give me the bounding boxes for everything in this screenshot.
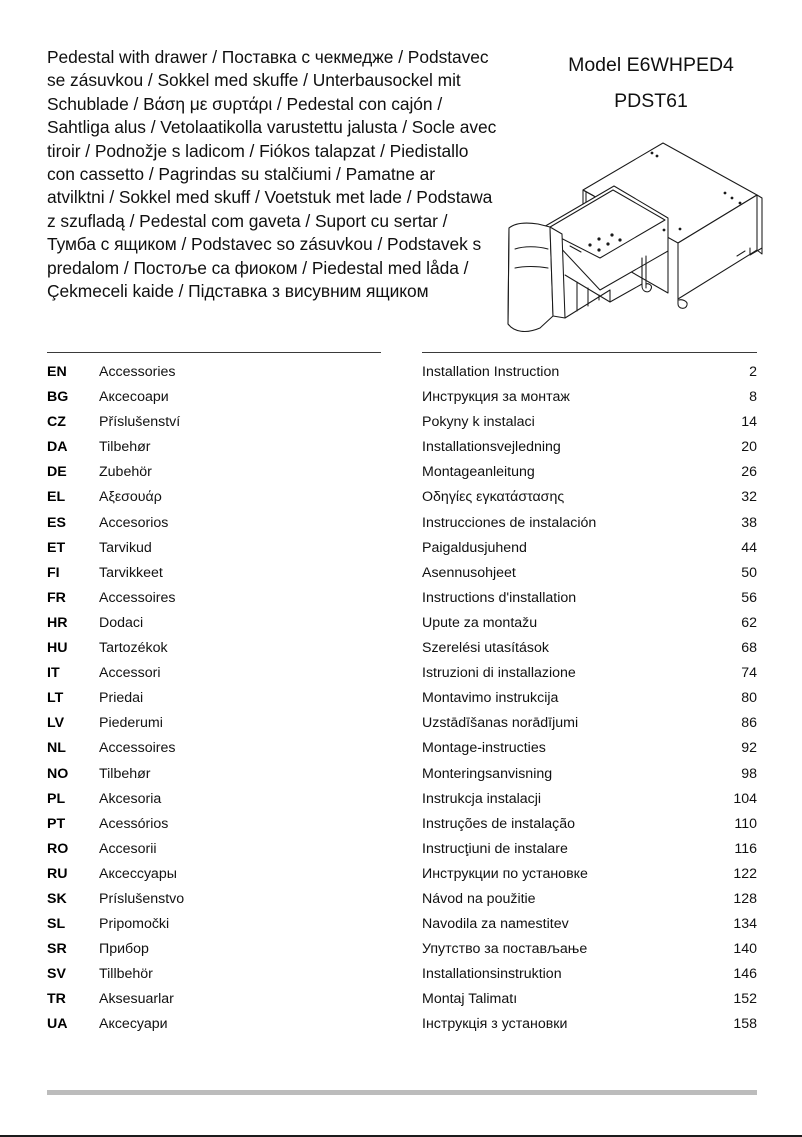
page-number: 56 bbox=[741, 589, 757, 606]
table-row bbox=[0, 588, 802, 613]
table-row bbox=[0, 638, 802, 663]
language-code: PT bbox=[47, 815, 66, 832]
table-row bbox=[0, 437, 802, 462]
accessories-label: Priedai bbox=[99, 690, 144, 707]
page-number: 110 bbox=[734, 815, 757, 832]
language-code: TR bbox=[47, 991, 66, 1008]
table-row bbox=[0, 362, 802, 387]
accessories-label: Aksesuarlar bbox=[99, 991, 174, 1008]
accessories-label: Príslušenstvo bbox=[99, 890, 185, 907]
accessories-label: Příslušenství bbox=[99, 414, 181, 431]
accessories-label: Аксессуары bbox=[99, 865, 177, 882]
language-code: LV bbox=[47, 715, 65, 732]
table-row bbox=[0, 789, 802, 814]
model-label: Model E6WHPED4 bbox=[568, 54, 734, 76]
accessories-label: Accessoires bbox=[99, 740, 176, 757]
accessories-label: Accessori bbox=[99, 665, 161, 682]
language-code: EL bbox=[47, 489, 66, 506]
language-code: UA bbox=[47, 1016, 68, 1033]
language-code: IT bbox=[47, 665, 60, 682]
instruction-label: Upute za montažu bbox=[422, 614, 538, 631]
page-number: 74 bbox=[741, 665, 757, 682]
instruction-label: Istruzioni di installazione bbox=[422, 665, 576, 682]
language-code: PL bbox=[47, 790, 66, 807]
table-row bbox=[0, 989, 802, 1014]
instruction-label: Montage-instructies bbox=[422, 740, 546, 757]
table-header-rules bbox=[0, 352, 802, 362]
table-row bbox=[0, 487, 802, 512]
accessories-label: Akcesoria bbox=[99, 790, 162, 807]
instruction-label: Montageanleitung bbox=[422, 464, 535, 481]
instruction-label: Paigaldusjuhend bbox=[422, 539, 527, 556]
page-number: 146 bbox=[733, 966, 757, 983]
table-row bbox=[0, 412, 802, 437]
pedestal-drawer-illustration bbox=[482, 138, 782, 338]
accessories-label: Accesorios bbox=[99, 514, 169, 531]
page-number: 38 bbox=[741, 514, 757, 531]
page-number: 68 bbox=[741, 640, 757, 657]
instruction-label: Инструкции по установке bbox=[422, 865, 588, 882]
accessories-label: Tillbehör bbox=[99, 966, 153, 983]
accessories-label: Прибор bbox=[99, 941, 149, 958]
rule-left-column bbox=[47, 352, 381, 353]
instruction-label: Installation Instruction bbox=[422, 364, 560, 380]
page-number: 80 bbox=[741, 690, 757, 707]
table-row bbox=[0, 462, 802, 487]
table-row bbox=[0, 688, 802, 713]
page-number: 158 bbox=[733, 1016, 757, 1033]
table-row bbox=[0, 563, 802, 588]
table-row bbox=[0, 914, 802, 939]
language-code: SK bbox=[47, 890, 67, 907]
accessories-label: Piederumi bbox=[99, 715, 163, 732]
table-row bbox=[0, 889, 802, 914]
page-number: 128 bbox=[733, 890, 757, 907]
language-code: BG bbox=[47, 389, 69, 406]
instruction-label: Instrukcja instalacji bbox=[422, 790, 542, 807]
table-row bbox=[0, 764, 802, 789]
page-number: 92 bbox=[741, 740, 757, 757]
accessories-label: Pripomočki bbox=[99, 916, 170, 933]
language-code: LT bbox=[47, 690, 64, 707]
page-number: 104 bbox=[733, 790, 757, 807]
model-code: PDST61 bbox=[614, 90, 688, 112]
language-code: NO bbox=[47, 765, 69, 782]
language-code: FR bbox=[47, 589, 66, 606]
table-row bbox=[0, 738, 802, 763]
accessories-label: Αξεσουάρ bbox=[99, 489, 162, 506]
instruction-label: Montaj Talimatı bbox=[422, 991, 518, 1008]
language-code: ES bbox=[47, 514, 66, 531]
language-code: DE bbox=[47, 464, 67, 481]
instruction-label: Инструкция за монтаж bbox=[422, 389, 570, 406]
instruction-label: Uzstādīšanas norādījumi bbox=[422, 715, 579, 732]
table-row bbox=[0, 613, 802, 638]
accessories-label: Аксесуари bbox=[99, 1016, 168, 1033]
accessories-label: Acessórios bbox=[99, 815, 169, 832]
language-code: CZ bbox=[47, 414, 66, 431]
table-row bbox=[0, 839, 802, 864]
page-number: 86 bbox=[741, 715, 757, 732]
page-number: 44 bbox=[741, 539, 757, 556]
language-code: NL bbox=[47, 740, 66, 757]
instruction-label: Navodila za namestitev bbox=[422, 916, 569, 933]
language-code: RU bbox=[47, 865, 68, 882]
language-code: FI bbox=[47, 564, 60, 581]
language-code: SV bbox=[47, 966, 66, 983]
language-code: RO bbox=[47, 840, 69, 857]
table-row bbox=[0, 964, 802, 989]
page-number: 116 bbox=[734, 840, 757, 857]
page-number: 20 bbox=[741, 439, 757, 456]
accessories-label: Tilbehør bbox=[99, 765, 151, 782]
page-number: 32 bbox=[741, 489, 757, 506]
accessories-label: Tarvikud bbox=[99, 539, 152, 556]
table-row bbox=[0, 814, 802, 839]
accessories-label: Tilbehør bbox=[99, 439, 151, 456]
language-code: SL bbox=[47, 916, 66, 933]
table-row bbox=[0, 387, 802, 412]
table-row bbox=[0, 663, 802, 688]
instruction-label: Οδηγίες εγκατάστασης bbox=[422, 489, 565, 506]
language-code: HR bbox=[47, 614, 68, 631]
accessories-label: Accessories bbox=[99, 364, 176, 380]
language-code: HU bbox=[47, 640, 68, 657]
page-number: 50 bbox=[741, 564, 757, 581]
page-number: 8 bbox=[749, 389, 757, 406]
instruction-label: Asennusohjeet bbox=[422, 564, 516, 581]
model-block bbox=[520, 52, 782, 114]
page-number: 134 bbox=[733, 916, 757, 933]
page-number: 62 bbox=[741, 614, 757, 631]
instruction-label: Monteringsanvisning bbox=[422, 765, 553, 782]
accessories-label: Dodaci bbox=[99, 614, 144, 631]
page-number: 140 bbox=[733, 941, 757, 958]
language-code: DA bbox=[47, 439, 68, 456]
accessories-label: Tartozékok bbox=[99, 640, 168, 657]
instruction-label: Instrucciones de instalación bbox=[422, 514, 597, 531]
instruction-label: Installationsvejledning bbox=[422, 439, 561, 456]
language-code: EN bbox=[47, 364, 67, 380]
accessories-label: Zubehör bbox=[99, 464, 152, 481]
language-code: SR bbox=[47, 941, 67, 958]
table-row bbox=[0, 713, 802, 738]
accessories-label: Tarvikkeet bbox=[99, 564, 163, 581]
page-number: 152 bbox=[733, 991, 757, 1008]
table-row bbox=[0, 538, 802, 563]
accessories-label: Аксесоари bbox=[99, 389, 169, 406]
instruction-label: Instructions d'installation bbox=[422, 589, 577, 606]
instruction-label: Szerelési utasítások bbox=[422, 640, 549, 657]
accessories-label: Accessoires bbox=[99, 589, 176, 606]
page-number: 98 bbox=[741, 765, 757, 782]
footer-bar bbox=[47, 1090, 757, 1095]
instruction-label: Instrucţiuni de instalare bbox=[422, 840, 568, 857]
page-number: 14 bbox=[741, 414, 757, 431]
language-index-table bbox=[0, 352, 802, 1040]
table-row bbox=[0, 1014, 802, 1039]
table-row bbox=[0, 939, 802, 964]
instruction-label: Návod na použitie bbox=[422, 890, 536, 907]
table-row bbox=[0, 864, 802, 889]
instruction-label: Installationsinstruktion bbox=[422, 966, 562, 983]
page-number: 2 bbox=[749, 364, 757, 380]
page-number: 122 bbox=[733, 865, 757, 882]
instruction-label: Pokyny k instalaci bbox=[422, 414, 535, 431]
instruction-label: Instruções de instalação bbox=[422, 815, 576, 832]
language-code: ET bbox=[47, 539, 66, 556]
document-header bbox=[0, 0, 802, 340]
accessories-label: Accesorii bbox=[99, 840, 157, 857]
table-row bbox=[0, 513, 802, 538]
instruction-label: Упутство за постављање bbox=[422, 941, 588, 958]
page-title: Pedestal with drawer / Поставка с чекмедже / Podstavec se zásuvkou / Sokkel med skuffe / Unterbausockel mit Schublade / Βάση με συρτάρι / Pedestal con cajón / Sahtliga alus / Vetolaatikolla varustettu jalusta / Socle avec tiroir / Podnožje s ladicom / Fiókos talapzat / Piedistallo con cassetto / Pagrindas su stalčiumi / Pamatne ar atvilktni / Sokkel med skuff / Voetstuk met lade / Podstawa z szufladą / Pedestal com gaveta / Suport cu sertar / Тумба с ящиком / Podstavec so zásuvkou / Podstavek s predalom / Постоље са фиоком / Piedestal med låda / Çekmeceli kaide / Підставка з висувним ящиком bbox=[47, 47, 497, 302]
page-number: 26 bbox=[741, 464, 757, 481]
rule-right-column bbox=[422, 352, 757, 353]
instruction-label: Montavimo instrukcija bbox=[422, 690, 559, 707]
instruction-label: Інструкція з установки bbox=[422, 1016, 568, 1033]
